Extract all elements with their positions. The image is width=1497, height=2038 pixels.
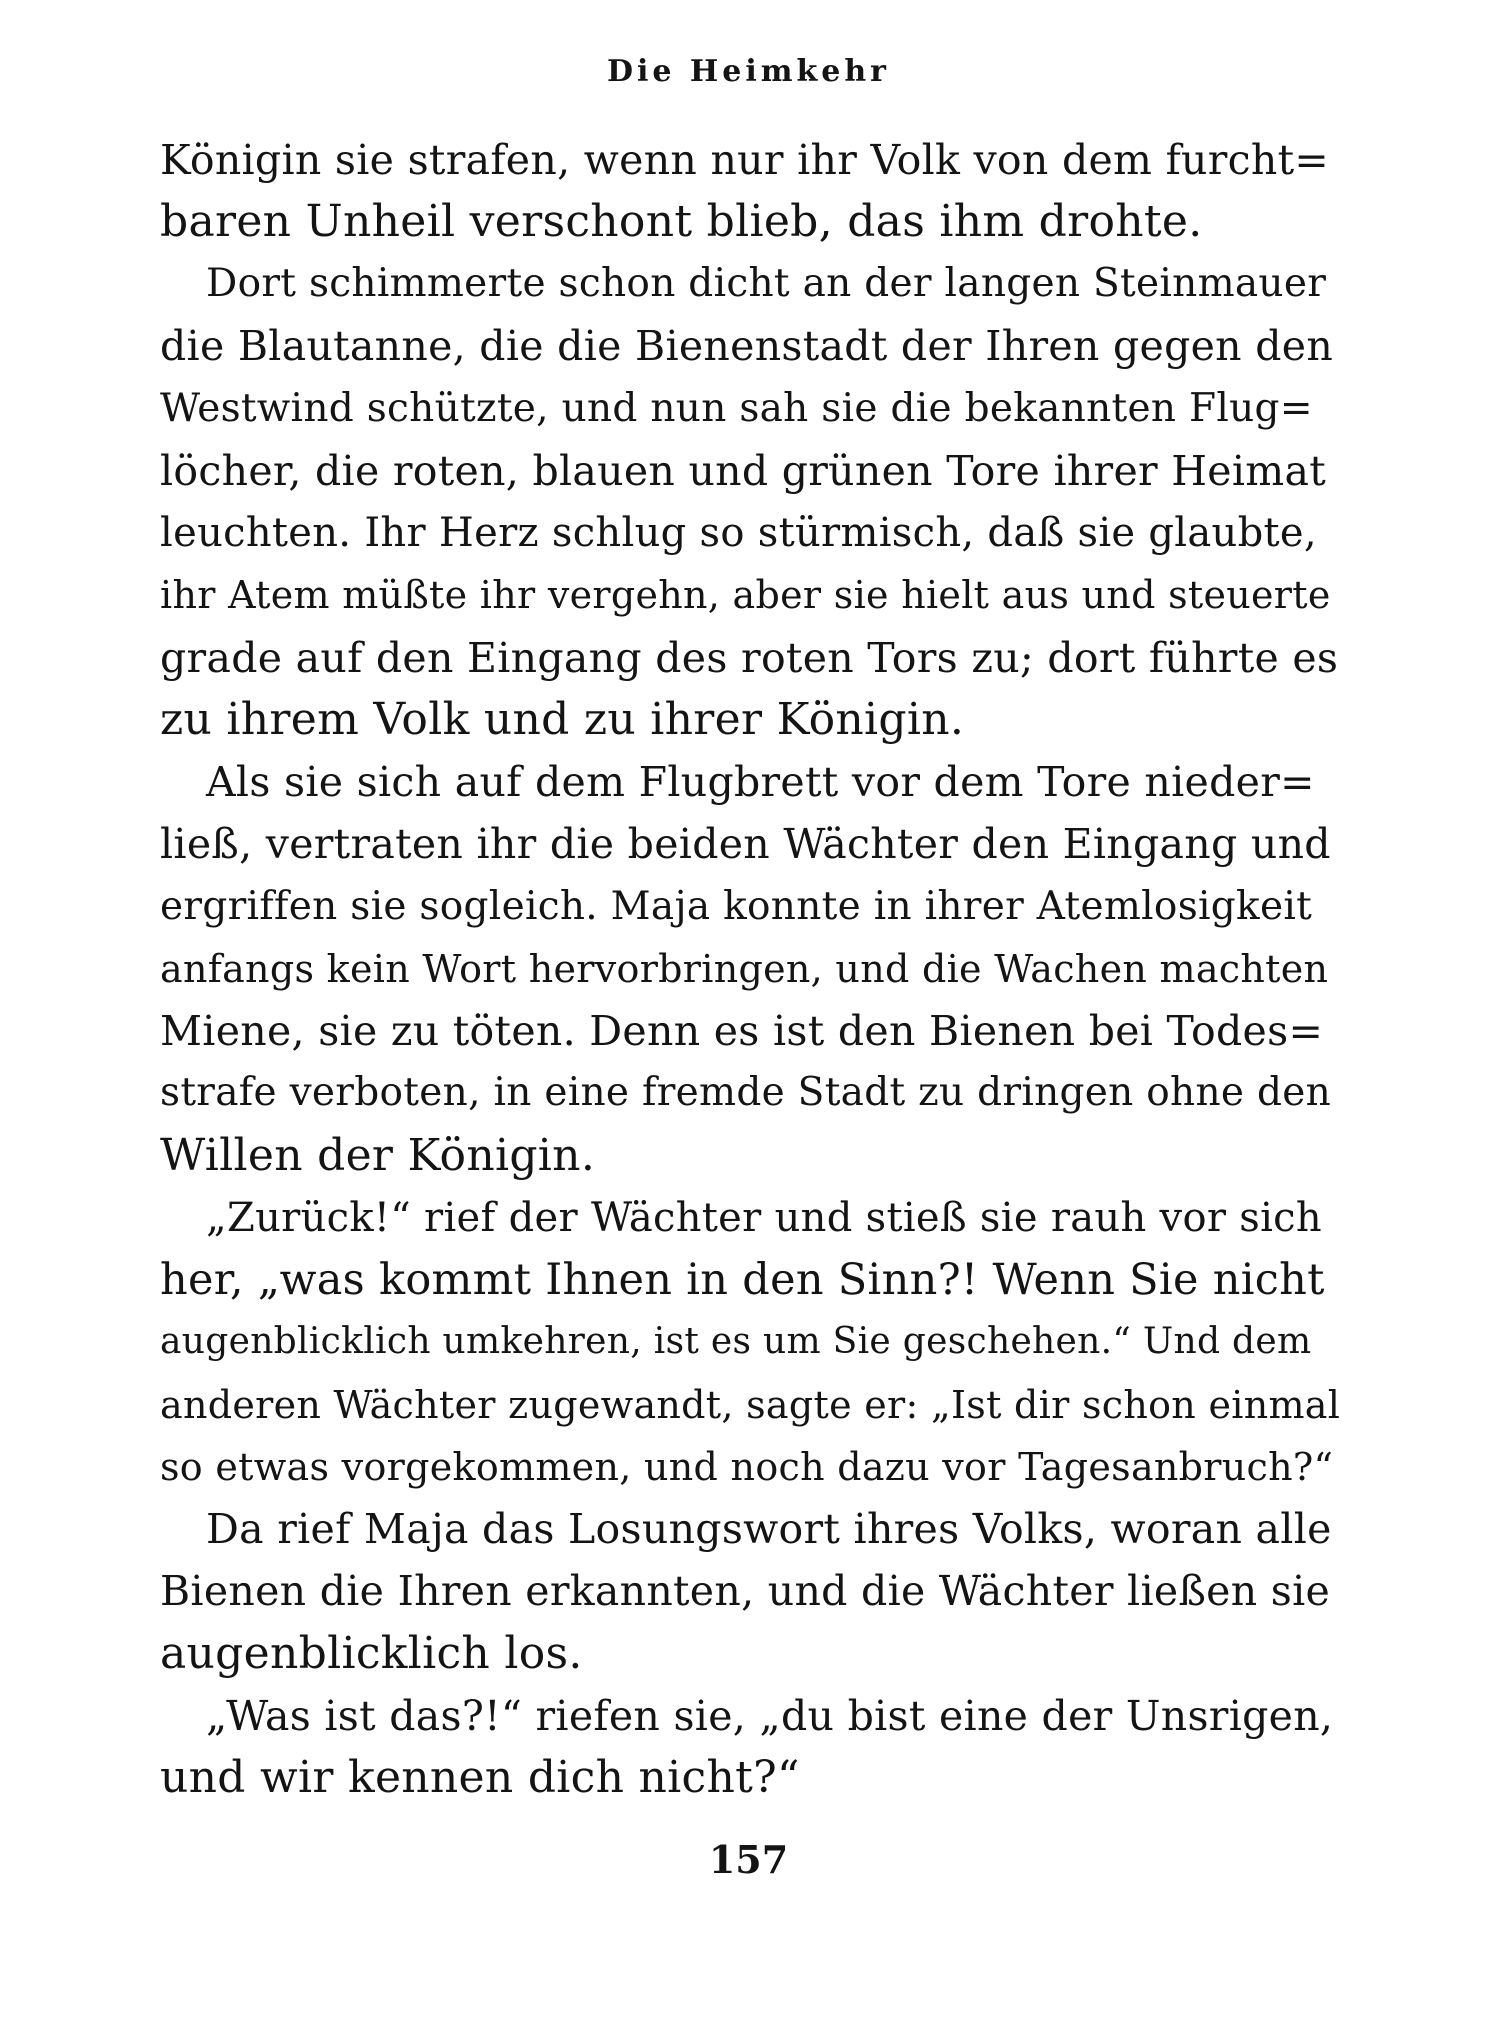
text-line: anfangs kein Wort hervorbringen, und die Wachen machten (160, 947, 1329, 991)
text-line: Da rief Maja das Losungswort ihres Volks, woran alle (206, 1505, 1332, 1553)
text-line: Miene, sie zu töten. Denn es ist den Bienen bei Todes= (160, 1007, 1324, 1055)
text-line: anderen Wächter zugewandt, sagte er: „Ist dir schon einmal (160, 1383, 1341, 1427)
text-line: „Zurück!“ rief der Wächter und stieß sie rauh vor sich (206, 1195, 1322, 1241)
text-line: zu ihrem Volk und zu ihrer Königin. (160, 694, 965, 745)
text-line: augenblicklich los. (160, 1628, 583, 1679)
text-line: ergriffen sie sogleich. Maja konnte in ihrer Atemlosigkeit (160, 884, 1313, 929)
running-head: Die Heimkehr (606, 54, 890, 89)
text-line: „Was ist das?!“ riefen sie, „du bist eine der Unsrigen, (206, 1692, 1334, 1740)
text-line: augenblicklich umkehren, ist es um Sie geschehen.“ Und dem (160, 1321, 1312, 1362)
text-line: Dort schimmerte schon dicht an der langen Steinmauer (206, 261, 1327, 306)
text-line: und wir kennen dich nicht?“ (160, 1752, 800, 1803)
text-line: strafe verboten, in eine fremde Stadt zu dringen ohne den (160, 1070, 1332, 1115)
text-line: Bienen die Ihren erkannten, und die Wächter ließen sie (160, 1567, 1331, 1615)
text-line: Westwind schützte, und nun sah sie die bekannten Flug= (160, 386, 1313, 431)
text-line: Königin sie strafen, wenn nur ihr Volk von dem furcht= (160, 136, 1330, 184)
page-number: 157 (708, 1837, 789, 1882)
text-line: löcher, die roten, blauen und grünen Tore ihrer Heimat (160, 447, 1326, 495)
text-line: ließ, vertraten ihr die beiden Wächter den Eingang und (160, 820, 1331, 868)
text-line: grade auf den Eingang des roten Tors zu; dort führte es (160, 634, 1339, 682)
text-line: Als sie sich auf dem Flugbrett vor dem Tore nieder= (206, 758, 1315, 806)
text-line: baren Unheil verschont blieb, das ihm drohte. (160, 196, 1203, 247)
text-line: ihr Atem müßte ihr vergehn, aber sie hielt aus und steuerte (160, 573, 1331, 617)
text-line: so etwas vorgekommen, und noch dazu vor Tagesanbruch?“ (160, 1445, 1334, 1489)
text-line: her, „was kommt Ihnen in den Sinn?! Wenn Sie nicht (160, 1255, 1325, 1305)
text-line: Willen der Königin. (160, 1130, 596, 1181)
text-line: die Blautanne, die die Bienenstadt der Ihren gegen den (160, 322, 1334, 370)
text-line: leuchten. Ihr Herz schlug so stürmisch, daß sie glaubte, (160, 510, 1317, 556)
